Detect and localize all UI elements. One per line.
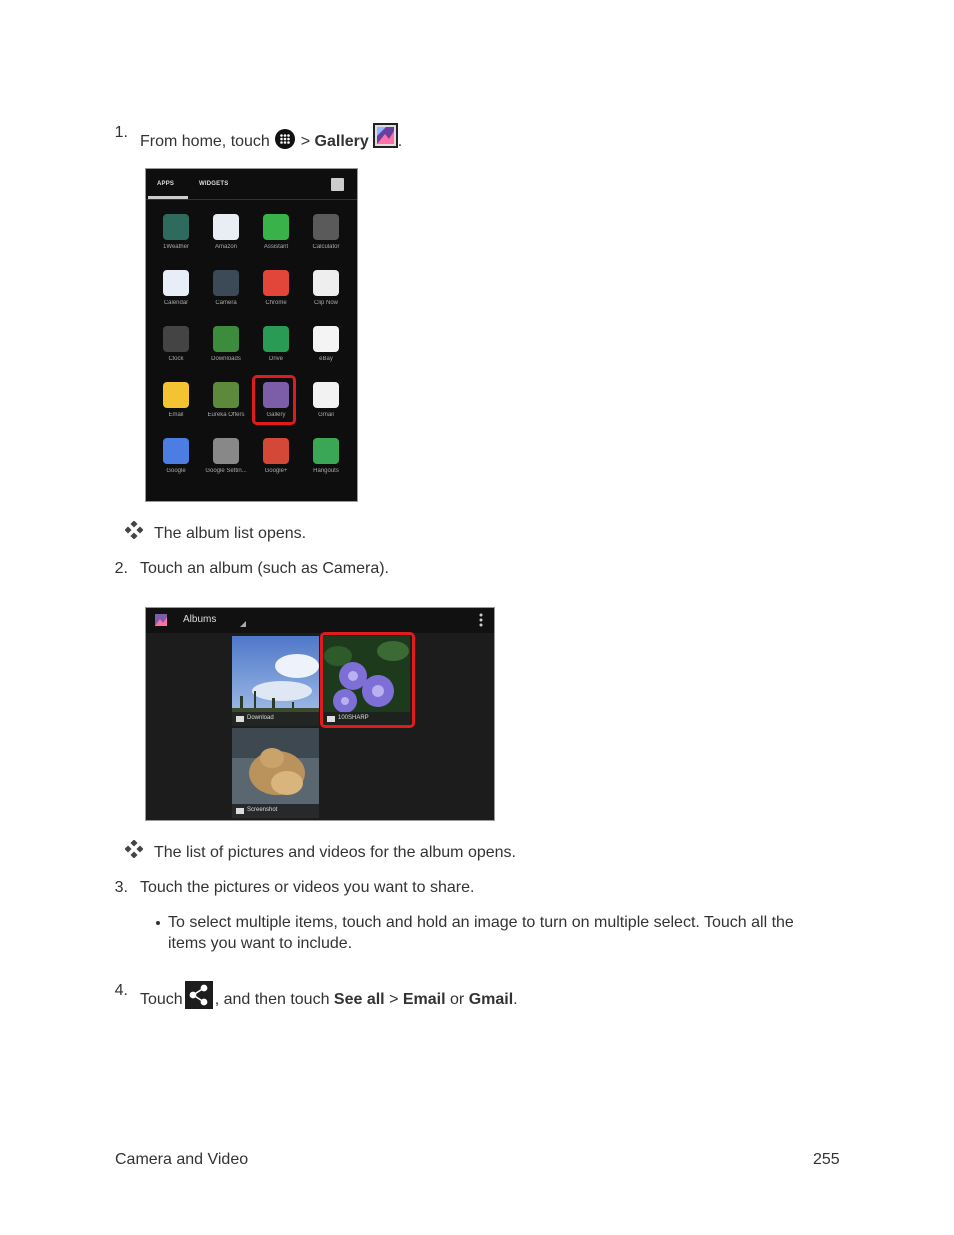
- app-label: Hangouts: [313, 468, 339, 474]
- google-icon: [163, 438, 189, 464]
- hangouts-icon: [313, 438, 339, 464]
- app-label: Drive: [268, 356, 283, 362]
- app-tile: [301, 382, 351, 438]
- step-number: 3.: [114, 879, 128, 896]
- google-settings-icon: [213, 438, 239, 464]
- app-tile: [201, 438, 251, 494]
- diamond-bullet-icon: [125, 521, 143, 539]
- email-label: Email: [402, 991, 446, 1008]
- app-label: Assistant: [263, 244, 289, 250]
- overflow-menu-icon: [479, 613, 483, 627]
- see-all-label: See all: [333, 991, 385, 1008]
- app-tile: [151, 382, 201, 438]
- app-label: Gallery: [266, 412, 286, 418]
- footer-section: Camera and Video: [115, 1151, 249, 1168]
- app-tile: [251, 270, 301, 326]
- folder-icon: [236, 716, 244, 722]
- album-tile-download: [232, 636, 319, 726]
- album-name: Download: [247, 715, 274, 721]
- app-label: Eureka Offers: [207, 412, 245, 418]
- step-3-text: Touch the pictures or videos you want to share.: [140, 879, 475, 896]
- app-tile: [151, 214, 201, 270]
- app-tile: [301, 214, 351, 270]
- albums-title: Albums: [183, 614, 217, 625]
- album-name: 100SHARP: [338, 715, 369, 721]
- app-label: Email: [168, 412, 184, 418]
- step-text: .: [513, 991, 518, 1008]
- tab-indicator: [148, 196, 188, 199]
- gmail-label: Gmail: [468, 991, 514, 1008]
- step-text: From home, touch: [140, 133, 270, 150]
- email-icon: [163, 382, 189, 408]
- album-tile-screenshot: [232, 728, 319, 818]
- diamond-bullet-icon: [125, 840, 143, 858]
- drive-icon: [263, 326, 289, 352]
- step-2-text: Touch an album (such as Camera).: [140, 560, 389, 577]
- calendar-icon: [163, 270, 189, 296]
- step-text: Touch: [140, 991, 183, 1008]
- app-tile: [151, 326, 201, 382]
- app-tile: [201, 382, 251, 438]
- app-label: Google+: [264, 468, 288, 474]
- app-label: Downloads: [211, 356, 241, 362]
- app-label: Calendar: [163, 300, 189, 306]
- app-label: Google: [166, 468, 186, 474]
- app-label: Clip Now: [313, 300, 338, 306]
- app-tile: [251, 326, 301, 382]
- app-tile: [251, 438, 301, 494]
- app-label: eBay: [319, 356, 333, 362]
- downloads-icon: [213, 326, 239, 352]
- bullet-text-line1: To select multiple items, touch and hold an image to turn on multiple select. Touch all the: [168, 914, 794, 931]
- tab-widgets: WIDGETS: [199, 181, 229, 187]
- app-tile: [151, 270, 201, 326]
- bullet-dot: [156, 921, 160, 925]
- amazon-icon: [213, 214, 239, 240]
- tab-apps: APPS: [157, 181, 175, 187]
- app-label: Clock: [168, 356, 184, 362]
- gallery-label: Gallery: [314, 133, 369, 150]
- dropdown-triangle-icon: [240, 621, 246, 627]
- eureka-offers-icon: [213, 382, 239, 408]
- google-plus-icon: [263, 438, 289, 464]
- step-text: .: [397, 133, 403, 150]
- weather-icon: [163, 214, 189, 240]
- app-label: Camera: [215, 300, 237, 306]
- app-tile: [301, 326, 351, 382]
- assistant-icon: [263, 214, 289, 240]
- drawer-tabbar: [146, 169, 357, 200]
- clock-icon: [163, 326, 189, 352]
- app-tile: [301, 438, 351, 494]
- app-label: 1Weather: [163, 244, 189, 250]
- album-name: Screenshot: [247, 807, 278, 813]
- apps-grid-icon: [275, 129, 295, 149]
- app-label: Calculator: [312, 244, 340, 250]
- step-1-text: [140, 123, 402, 152]
- bullet-text-line2: items you want to include.: [168, 935, 353, 952]
- gallery-app-icon: [155, 614, 167, 626]
- albums-screenshot: [145, 607, 495, 821]
- step-4-text: [140, 981, 518, 1010]
- gallery-highlight: [252, 375, 296, 425]
- app-label: Gmail: [318, 412, 334, 418]
- camera-icon: [213, 270, 239, 296]
- share-icon: [185, 981, 213, 1009]
- step-text: or: [450, 991, 465, 1008]
- app-tile: [201, 326, 251, 382]
- app-tile: [251, 214, 301, 270]
- album-highlight: [320, 632, 415, 728]
- app-label: Amazon: [214, 244, 237, 250]
- app-tile: [201, 270, 251, 326]
- app-tile: [151, 438, 201, 494]
- step-number: 1.: [114, 124, 128, 141]
- app-drawer-screenshot: [145, 168, 358, 502]
- clip-now-icon: [313, 270, 339, 296]
- result-text: The list of pictures and videos for the album opens.: [154, 844, 516, 861]
- step-text: >: [300, 133, 311, 150]
- result-text: The album list opens.: [154, 525, 307, 542]
- ebay-icon: [313, 326, 339, 352]
- step-text: , and then touch: [214, 991, 330, 1008]
- app-label: Chrome: [265, 300, 287, 306]
- step-number: 4.: [114, 982, 128, 999]
- play-store-icon: [331, 178, 344, 191]
- app-tile: [201, 214, 251, 270]
- step-number: 2.: [114, 560, 128, 577]
- folder-icon: [236, 808, 244, 814]
- gallery-icon: [373, 123, 398, 148]
- app-label: Google Settin...: [205, 468, 247, 474]
- app-tile: [301, 270, 351, 326]
- footer-page-number: 255: [813, 1151, 840, 1168]
- step-text: >: [389, 991, 399, 1008]
- albums-action-bar: [146, 608, 494, 633]
- chrome-icon: [263, 270, 289, 296]
- gmail-icon: [313, 382, 339, 408]
- calculator-icon: [313, 214, 339, 240]
